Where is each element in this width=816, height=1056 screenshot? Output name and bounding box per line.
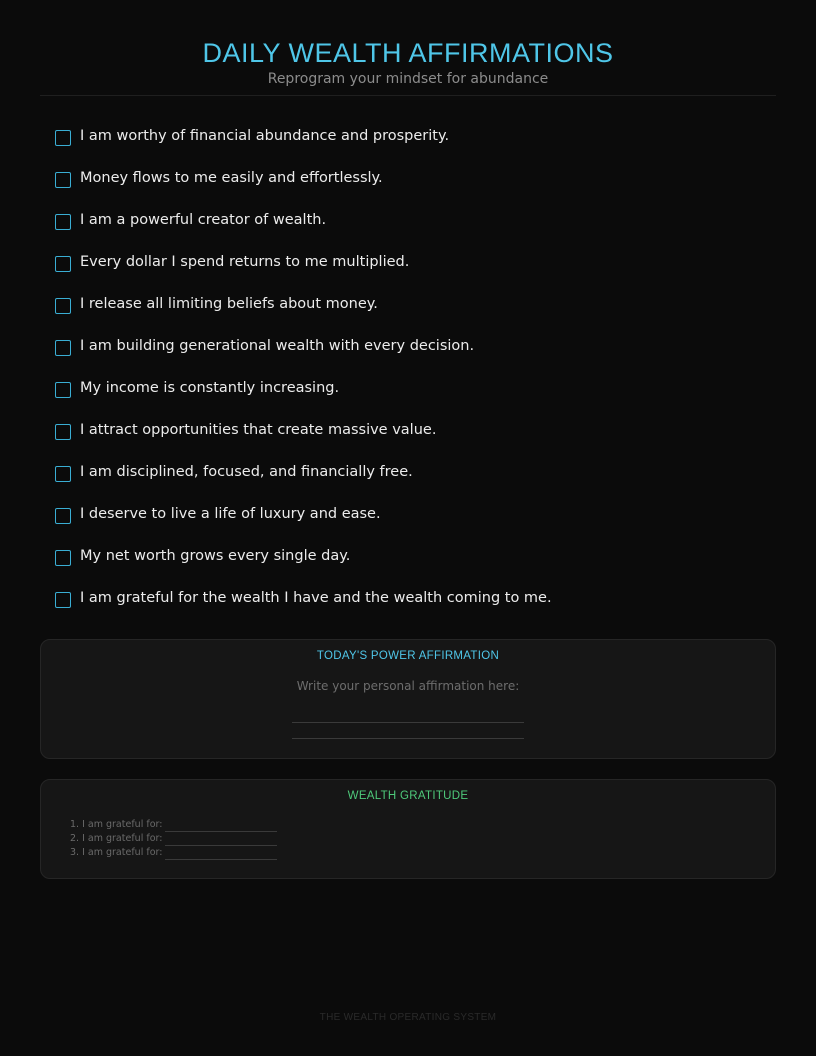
gratitude-title: WEALTH GRATITUDE bbox=[347, 790, 469, 802]
affirmation-checkbox[interactable] bbox=[55, 508, 71, 524]
affirmation-checkbox[interactable] bbox=[55, 382, 71, 398]
affirmation-item bbox=[55, 410, 775, 452]
affirmation-text: I am building generational wealth with every decision. bbox=[80, 338, 475, 354]
affirmation-text: I am grateful for the wealth I have and the wealth coming to me. bbox=[80, 590, 552, 606]
affirmation-checkbox[interactable] bbox=[55, 340, 71, 356]
affirmation-checkbox[interactable] bbox=[55, 214, 71, 230]
gratitude-label: 3. I am grateful for: bbox=[70, 847, 163, 858]
gratitude-item bbox=[70, 832, 277, 846]
gratitude-blank[interactable] bbox=[165, 836, 277, 846]
affirmation-text: My net worth grows every single day. bbox=[80, 548, 351, 564]
affirmation-item bbox=[55, 578, 775, 620]
affirmation-item bbox=[55, 368, 775, 410]
power-affirmation-prompt: Write your personal affirmation here: bbox=[296, 679, 520, 693]
page-header bbox=[0, 0, 816, 88]
affirmation-checkbox[interactable] bbox=[55, 256, 71, 272]
power-affirmation-title: TODAY'S POWER AFFIRMATION bbox=[316, 650, 500, 662]
affirmation-item bbox=[55, 494, 775, 536]
affirmation-item bbox=[55, 326, 775, 368]
affirmation-text: I am disciplined, focused, and financially free. bbox=[80, 464, 413, 480]
affirmation-item bbox=[55, 284, 775, 326]
power-affirmation-card bbox=[40, 639, 776, 759]
gratitude-label: 1. I am grateful for: bbox=[70, 819, 163, 830]
affirmation-item bbox=[55, 452, 775, 494]
page-subtitle: Reprogram your mindset for abundance bbox=[267, 71, 549, 87]
affirmation-text: I deserve to live a life of luxury and ease. bbox=[80, 506, 381, 522]
affirmation-item bbox=[55, 116, 775, 158]
wealth-gratitude-card bbox=[40, 779, 776, 879]
affirmation-text: I attract opportunities that create massive value. bbox=[80, 422, 437, 438]
gratitude-item bbox=[70, 818, 277, 832]
affirmation-text: Money flows to me easily and effortlessly. bbox=[80, 170, 383, 186]
gratitude-list bbox=[70, 818, 277, 860]
affirmation-checkbox[interactable] bbox=[55, 550, 71, 566]
page-title: DAILY WEALTH AFFIRMATIONS bbox=[202, 38, 614, 68]
affirmation-checkbox[interactable] bbox=[55, 130, 71, 146]
affirmation-checkbox[interactable] bbox=[55, 592, 71, 608]
affirmation-text: My income is constantly increasing. bbox=[80, 380, 340, 396]
gratitude-label: 2. I am grateful for: bbox=[70, 833, 163, 844]
affirmation-text: I am worthy of financial abundance and prosperity. bbox=[80, 128, 450, 144]
gratitude-blank[interactable] bbox=[165, 822, 277, 832]
affirmation-item bbox=[55, 536, 775, 578]
affirmation-write-line[interactable] bbox=[292, 722, 524, 723]
gratitude-item bbox=[70, 846, 277, 860]
gratitude-blank[interactable] bbox=[165, 850, 277, 860]
affirmation-item bbox=[55, 158, 775, 200]
affirmation-item bbox=[55, 242, 775, 284]
affirmation-checklist bbox=[55, 116, 775, 620]
affirmation-checkbox[interactable] bbox=[55, 424, 71, 440]
affirmation-checkbox[interactable] bbox=[55, 466, 71, 482]
affirmation-checkbox[interactable] bbox=[55, 172, 71, 188]
affirmation-text: I am a powerful creator of wealth. bbox=[80, 212, 327, 228]
affirmation-write-line[interactable] bbox=[292, 738, 524, 739]
affirmation-checkbox[interactable] bbox=[55, 298, 71, 314]
footer-brand: THE WEALTH OPERATING SYSTEM bbox=[319, 1012, 497, 1023]
affirmation-text: Every dollar I spend returns to me multiplied. bbox=[80, 254, 410, 270]
affirmation-text: I release all limiting beliefs about money. bbox=[80, 296, 378, 312]
affirmation-item bbox=[55, 200, 775, 242]
header-divider bbox=[40, 95, 776, 96]
